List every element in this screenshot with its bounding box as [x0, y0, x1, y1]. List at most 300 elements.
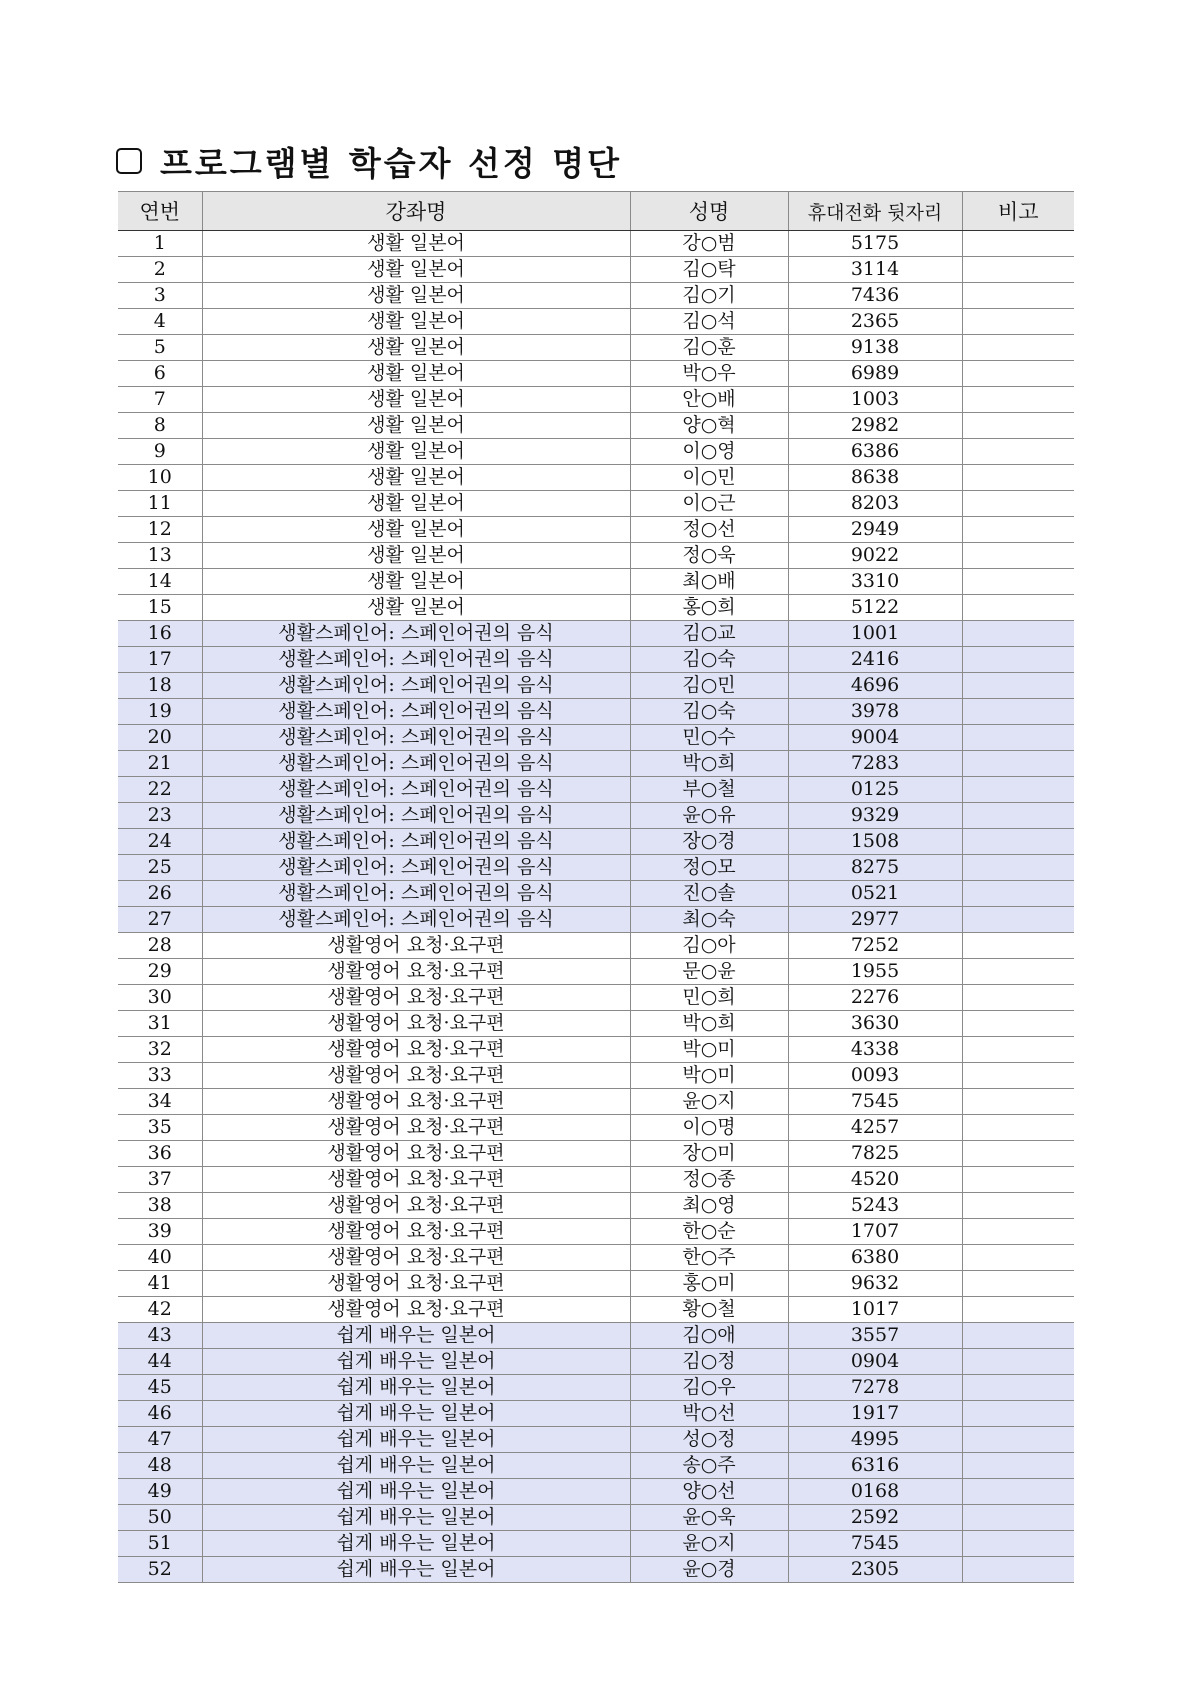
cell-note [962, 1505, 1074, 1531]
table-row [118, 335, 1074, 361]
cell-note [962, 1427, 1074, 1453]
cell-phone: 9022 [788, 543, 962, 569]
cell-note [962, 725, 1074, 751]
cell-course: 생활스페인어: 스페인어권의 음식 [202, 725, 630, 751]
cell-phone: 7278 [788, 1375, 962, 1401]
cell-course: 생활 일본어 [202, 387, 630, 413]
cell-note [962, 1141, 1074, 1167]
cell-no: 32 [118, 1037, 202, 1063]
cell-name: 성○정 [630, 1427, 788, 1453]
cell-name: 장○미 [630, 1141, 788, 1167]
table-row [118, 777, 1074, 803]
cell-no: 5 [118, 335, 202, 361]
cell-phone: 4338 [788, 1037, 962, 1063]
table-row [118, 1427, 1074, 1453]
cell-name: 박○희 [630, 751, 788, 777]
table-row [118, 543, 1074, 569]
cell-phone: 1001 [788, 621, 962, 647]
cell-note [962, 491, 1074, 517]
cell-course: 생활 일본어 [202, 309, 630, 335]
table-row [118, 829, 1074, 855]
cell-phone: 3630 [788, 1011, 962, 1037]
cell-no: 47 [118, 1427, 202, 1453]
table-row [118, 283, 1074, 309]
cell-note [962, 647, 1074, 673]
title-bar [116, 136, 622, 186]
cell-note [962, 777, 1074, 803]
cell-phone: 6989 [788, 361, 962, 387]
cell-no: 31 [118, 1011, 202, 1037]
cell-phone: 4696 [788, 673, 962, 699]
cell-phone: 5122 [788, 595, 962, 621]
cell-phone: 4520 [788, 1167, 962, 1193]
table-row [118, 725, 1074, 751]
cell-name: 정○욱 [630, 543, 788, 569]
table-row [118, 907, 1074, 933]
cell-phone: 0521 [788, 881, 962, 907]
table-row [118, 413, 1074, 439]
cell-name: 부○철 [630, 777, 788, 803]
cell-phone: 9138 [788, 335, 962, 361]
cell-note [962, 1323, 1074, 1349]
cell-no: 7 [118, 387, 202, 413]
cell-name: 김○민 [630, 673, 788, 699]
cell-note [962, 933, 1074, 959]
header-row [118, 192, 1074, 231]
table-row [118, 309, 1074, 335]
cell-name: 김○탁 [630, 257, 788, 283]
cell-course: 생활 일본어 [202, 595, 630, 621]
cell-no: 50 [118, 1505, 202, 1531]
cell-name: 홍○희 [630, 595, 788, 621]
table-row [118, 1531, 1074, 1557]
table-row [118, 361, 1074, 387]
cell-phone: 9632 [788, 1271, 962, 1297]
cell-phone: 1917 [788, 1401, 962, 1427]
table-row [118, 465, 1074, 491]
cell-note [962, 1401, 1074, 1427]
cell-no: 45 [118, 1375, 202, 1401]
cell-course: 생활 일본어 [202, 257, 630, 283]
table-row [118, 257, 1074, 283]
cell-phone: 1508 [788, 829, 962, 855]
cell-name: 이○영 [630, 439, 788, 465]
table-row [118, 1193, 1074, 1219]
cell-name: 박○미 [630, 1037, 788, 1063]
cell-no: 42 [118, 1297, 202, 1323]
cell-name: 박○희 [630, 1011, 788, 1037]
table-row [118, 1271, 1074, 1297]
cell-note [962, 257, 1074, 283]
cell-name: 김○숙 [630, 699, 788, 725]
table-row [118, 1245, 1074, 1271]
cell-course: 쉽게 배우는 일본어 [202, 1427, 630, 1453]
cell-course: 생활스페인어: 스페인어권의 음식 [202, 751, 630, 777]
cell-name: 정○선 [630, 517, 788, 543]
cell-course: 생활스페인어: 스페인어권의 음식 [202, 699, 630, 725]
cell-course: 쉽게 배우는 일본어 [202, 1401, 630, 1427]
cell-course: 생활스페인어: 스페인어권의 음식 [202, 777, 630, 803]
cell-phone: 3310 [788, 569, 962, 595]
table-row [118, 1115, 1074, 1141]
cell-note [962, 1375, 1074, 1401]
cell-name: 황○철 [630, 1297, 788, 1323]
cell-note [962, 1349, 1074, 1375]
cell-phone: 2276 [788, 985, 962, 1011]
cell-course: 생활영어 요청·요구편 [202, 1193, 630, 1219]
cell-phone: 5243 [788, 1193, 962, 1219]
cell-note [962, 1063, 1074, 1089]
cell-no: 35 [118, 1115, 202, 1141]
cell-name: 진○솔 [630, 881, 788, 907]
cell-phone: 7545 [788, 1089, 962, 1115]
cell-no: 26 [118, 881, 202, 907]
cell-course: 생활스페인어: 스페인어권의 음식 [202, 621, 630, 647]
cell-name: 양○선 [630, 1479, 788, 1505]
cell-no: 52 [118, 1557, 202, 1583]
cell-note [962, 881, 1074, 907]
learner-table [118, 191, 1074, 1583]
cell-no: 51 [118, 1531, 202, 1557]
cell-no: 20 [118, 725, 202, 751]
cell-name: 김○교 [630, 621, 788, 647]
cell-phone: 5175 [788, 231, 962, 257]
cell-phone: 7436 [788, 283, 962, 309]
table-row [118, 673, 1074, 699]
cell-name: 김○정 [630, 1349, 788, 1375]
table-row [118, 1349, 1074, 1375]
cell-phone: 7252 [788, 933, 962, 959]
table-row [118, 1011, 1074, 1037]
cell-note [962, 985, 1074, 1011]
cell-no: 1 [118, 231, 202, 257]
cell-name: 한○순 [630, 1219, 788, 1245]
cell-no: 46 [118, 1401, 202, 1427]
cell-phone: 2305 [788, 1557, 962, 1583]
col-header-course: 강좌명 [202, 192, 630, 231]
cell-phone: 0168 [788, 1479, 962, 1505]
cell-note [962, 829, 1074, 855]
cell-course: 쉽게 배우는 일본어 [202, 1323, 630, 1349]
table-row [118, 1323, 1074, 1349]
col-header-no: 연번 [118, 192, 202, 231]
cell-course: 생활 일본어 [202, 231, 630, 257]
cell-name: 김○석 [630, 309, 788, 335]
cell-course: 생활영어 요청·요구편 [202, 1141, 630, 1167]
cell-course: 생활영어 요청·요구편 [202, 1115, 630, 1141]
cell-note [962, 1245, 1074, 1271]
cell-name: 정○종 [630, 1167, 788, 1193]
table-row [118, 1401, 1074, 1427]
cell-name: 송○주 [630, 1453, 788, 1479]
col-header-phone: 휴대전화 뒷자리 [788, 192, 962, 231]
cell-course: 생활스페인어: 스페인어권의 음식 [202, 855, 630, 881]
cell-no: 25 [118, 855, 202, 881]
cell-note [962, 751, 1074, 777]
cell-no: 22 [118, 777, 202, 803]
cell-name: 김○훈 [630, 335, 788, 361]
cell-note [962, 517, 1074, 543]
cell-note [962, 1193, 1074, 1219]
cell-note [962, 959, 1074, 985]
cell-phone: 7545 [788, 1531, 962, 1557]
table-row [118, 855, 1074, 881]
cell-name: 윤○지 [630, 1531, 788, 1557]
cell-course: 생활영어 요청·요구편 [202, 1219, 630, 1245]
cell-name: 김○아 [630, 933, 788, 959]
cell-phone: 3978 [788, 699, 962, 725]
cell-no: 11 [118, 491, 202, 517]
cell-course: 생활 일본어 [202, 491, 630, 517]
cell-name: 이○근 [630, 491, 788, 517]
cell-note [962, 309, 1074, 335]
cell-course: 쉽게 배우는 일본어 [202, 1375, 630, 1401]
cell-note [962, 1557, 1074, 1583]
cell-name: 윤○지 [630, 1089, 788, 1115]
table-row [118, 1479, 1074, 1505]
cell-course: 생활영어 요청·요구편 [202, 933, 630, 959]
cell-name: 강○범 [630, 231, 788, 257]
cell-course: 생활영어 요청·요구편 [202, 1167, 630, 1193]
table-row [118, 647, 1074, 673]
cell-name: 정○모 [630, 855, 788, 881]
cell-phone: 1707 [788, 1219, 962, 1245]
cell-name: 양○혁 [630, 413, 788, 439]
cell-no: 13 [118, 543, 202, 569]
cell-no: 17 [118, 647, 202, 673]
cell-no: 37 [118, 1167, 202, 1193]
table-row [118, 699, 1074, 725]
cell-no: 23 [118, 803, 202, 829]
cell-no: 36 [118, 1141, 202, 1167]
cell-name: 최○영 [630, 1193, 788, 1219]
cell-note [962, 387, 1074, 413]
cell-phone: 8638 [788, 465, 962, 491]
cell-note [962, 1297, 1074, 1323]
cell-phone: 1003 [788, 387, 962, 413]
cell-course: 생활스페인어: 스페인어권의 음식 [202, 647, 630, 673]
cell-phone: 6386 [788, 439, 962, 465]
cell-phone: 6316 [788, 1453, 962, 1479]
cell-no: 18 [118, 673, 202, 699]
table-row [118, 491, 1074, 517]
cell-course: 쉽게 배우는 일본어 [202, 1505, 630, 1531]
cell-note [962, 543, 1074, 569]
cell-phone: 0093 [788, 1063, 962, 1089]
cell-no: 29 [118, 959, 202, 985]
cell-course: 생활영어 요청·요구편 [202, 1271, 630, 1297]
page-title: 프로그램별 학습자 선정 명단 [160, 143, 623, 183]
table-row [118, 1219, 1074, 1245]
cell-phone: 3114 [788, 257, 962, 283]
cell-note [962, 803, 1074, 829]
table-row [118, 1089, 1074, 1115]
table-row [118, 751, 1074, 777]
cell-no: 27 [118, 907, 202, 933]
cell-name: 김○우 [630, 1375, 788, 1401]
cell-no: 19 [118, 699, 202, 725]
cell-phone: 0125 [788, 777, 962, 803]
cell-course: 생활스페인어: 스페인어권의 음식 [202, 907, 630, 933]
table-row [118, 439, 1074, 465]
cell-phone: 6380 [788, 1245, 962, 1271]
cell-course: 생활 일본어 [202, 361, 630, 387]
cell-no: 10 [118, 465, 202, 491]
cell-name: 윤○경 [630, 1557, 788, 1583]
cell-name: 한○주 [630, 1245, 788, 1271]
table-row [118, 1167, 1074, 1193]
cell-course: 생활 일본어 [202, 465, 630, 491]
cell-no: 6 [118, 361, 202, 387]
cell-phone: 9329 [788, 803, 962, 829]
table-row [118, 1141, 1074, 1167]
cell-phone: 2592 [788, 1505, 962, 1531]
cell-name: 안○배 [630, 387, 788, 413]
cell-no: 38 [118, 1193, 202, 1219]
table-row [118, 1063, 1074, 1089]
table-row [118, 1375, 1074, 1401]
cell-no: 15 [118, 595, 202, 621]
cell-course: 생활스페인어: 스페인어권의 음식 [202, 829, 630, 855]
cell-note [962, 1115, 1074, 1141]
cell-name: 이○명 [630, 1115, 788, 1141]
cell-note [962, 1037, 1074, 1063]
cell-no: 9 [118, 439, 202, 465]
cell-no: 30 [118, 985, 202, 1011]
cell-name: 문○윤 [630, 959, 788, 985]
cell-no: 43 [118, 1323, 202, 1349]
cell-note [962, 231, 1074, 257]
cell-note [962, 595, 1074, 621]
cell-no: 28 [118, 933, 202, 959]
cell-note [962, 1089, 1074, 1115]
cell-no: 16 [118, 621, 202, 647]
cell-course: 쉽게 배우는 일본어 [202, 1531, 630, 1557]
cell-no: 24 [118, 829, 202, 855]
cell-note [962, 1011, 1074, 1037]
cell-phone: 9004 [788, 725, 962, 751]
table-row [118, 387, 1074, 413]
cell-note [962, 413, 1074, 439]
cell-course: 생활 일본어 [202, 413, 630, 439]
cell-no: 40 [118, 1245, 202, 1271]
cell-no: 21 [118, 751, 202, 777]
cell-course: 생활영어 요청·요구편 [202, 1037, 630, 1063]
cell-phone: 7825 [788, 1141, 962, 1167]
cell-note [962, 569, 1074, 595]
cell-course: 생활 일본어 [202, 335, 630, 361]
cell-note [962, 1167, 1074, 1193]
cell-phone: 1955 [788, 959, 962, 985]
cell-name: 홍○미 [630, 1271, 788, 1297]
cell-phone: 2949 [788, 517, 962, 543]
table-row [118, 1297, 1074, 1323]
cell-course: 생활 일본어 [202, 543, 630, 569]
cell-name: 장○경 [630, 829, 788, 855]
cell-no: 33 [118, 1063, 202, 1089]
table-row [118, 881, 1074, 907]
cell-course: 쉽게 배우는 일본어 [202, 1479, 630, 1505]
cell-course: 생활영어 요청·요구편 [202, 1063, 630, 1089]
cell-name: 박○미 [630, 1063, 788, 1089]
cell-no: 4 [118, 309, 202, 335]
table-row [118, 569, 1074, 595]
table-body [118, 231, 1074, 1583]
cell-course: 생활영어 요청·요구편 [202, 959, 630, 985]
cell-course: 생활영어 요청·요구편 [202, 1011, 630, 1037]
table-row [118, 803, 1074, 829]
cell-note [962, 361, 1074, 387]
cell-no: 49 [118, 1479, 202, 1505]
cell-course: 생활 일본어 [202, 517, 630, 543]
cell-course: 생활 일본어 [202, 569, 630, 595]
cell-name: 박○선 [630, 1401, 788, 1427]
cell-phone: 2416 [788, 647, 962, 673]
cell-phone: 2977 [788, 907, 962, 933]
cell-no: 41 [118, 1271, 202, 1297]
cell-note [962, 699, 1074, 725]
cell-course: 쉽게 배우는 일본어 [202, 1557, 630, 1583]
cell-note [962, 1479, 1074, 1505]
cell-note [962, 1271, 1074, 1297]
table-row [118, 595, 1074, 621]
cell-note [962, 673, 1074, 699]
cell-name: 김○기 [630, 283, 788, 309]
cell-no: 3 [118, 283, 202, 309]
cell-course: 생활영어 요청·요구편 [202, 1089, 630, 1115]
cell-phone: 8275 [788, 855, 962, 881]
cell-no: 34 [118, 1089, 202, 1115]
cell-phone: 4995 [788, 1427, 962, 1453]
col-header-note: 비고 [962, 192, 1074, 231]
table-row [118, 1557, 1074, 1583]
cell-note [962, 439, 1074, 465]
cell-phone: 3557 [788, 1323, 962, 1349]
cell-note [962, 621, 1074, 647]
cell-name: 민○희 [630, 985, 788, 1011]
cell-note [962, 465, 1074, 491]
cell-course: 생활스페인어: 스페인어권의 음식 [202, 881, 630, 907]
cell-course: 생활 일본어 [202, 439, 630, 465]
cell-course: 쉽게 배우는 일본어 [202, 1453, 630, 1479]
table-row [118, 959, 1074, 985]
cell-name: 윤○유 [630, 803, 788, 829]
cell-no: 2 [118, 257, 202, 283]
cell-phone: 4257 [788, 1115, 962, 1141]
table-row [118, 1505, 1074, 1531]
table-row [118, 985, 1074, 1011]
cell-name: 최○배 [630, 569, 788, 595]
cell-no: 44 [118, 1349, 202, 1375]
cell-no: 39 [118, 1219, 202, 1245]
cell-course: 생활스페인어: 스페인어권의 음식 [202, 673, 630, 699]
cell-phone: 2982 [788, 413, 962, 439]
cell-name: 김○애 [630, 1323, 788, 1349]
cell-note [962, 1219, 1074, 1245]
checkbox-icon [116, 148, 142, 174]
cell-phone: 2365 [788, 309, 962, 335]
cell-note [962, 283, 1074, 309]
cell-phone: 8203 [788, 491, 962, 517]
cell-no: 14 [118, 569, 202, 595]
table-row [118, 621, 1074, 647]
table-row [118, 1037, 1074, 1063]
cell-phone: 0904 [788, 1349, 962, 1375]
cell-name: 윤○욱 [630, 1505, 788, 1531]
table-row [118, 517, 1074, 543]
cell-phone: 7283 [788, 751, 962, 777]
cell-name: 김○숙 [630, 647, 788, 673]
